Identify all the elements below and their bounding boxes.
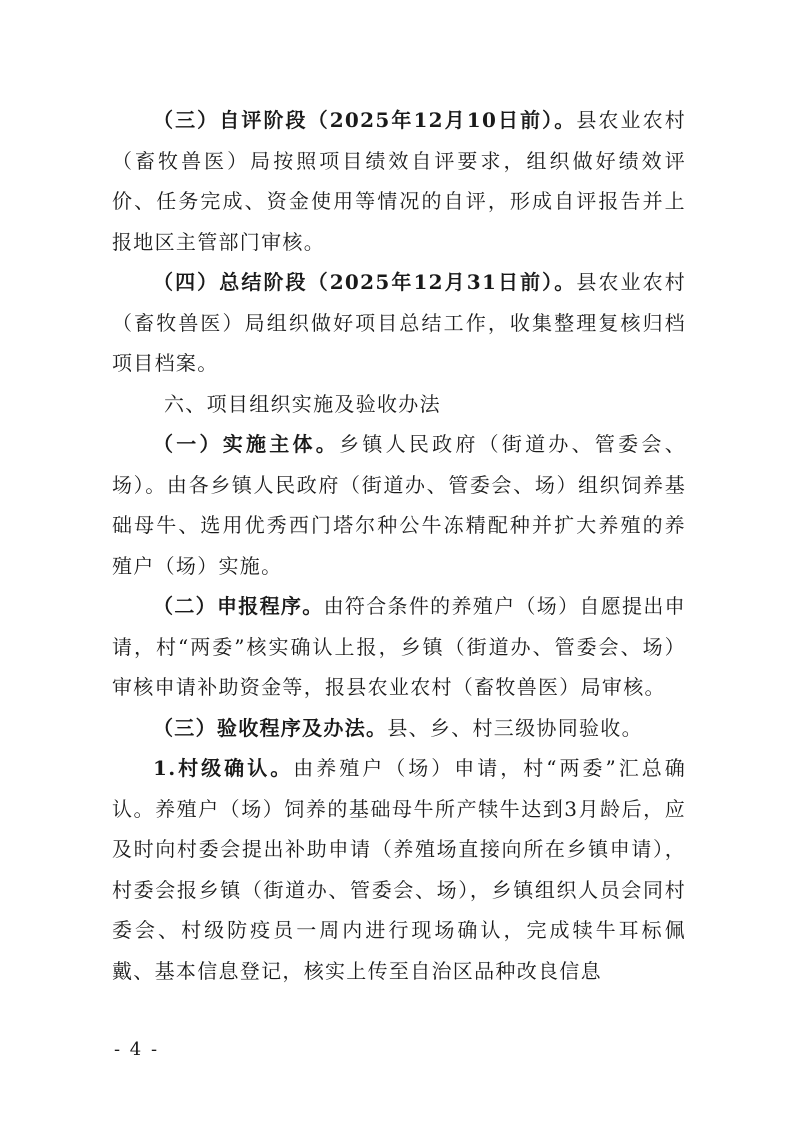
paragraph-text: 县农业农村（畜牧兽医）局按照项目绩效自评要求，组织做好绩效评价、任务完成、资金使用等情况的自评，形成自评报告并上报地区主管部门审核。 [112,108,686,254]
paragraph-lead: 1.村级确认。 [153,756,294,780]
paragraph-text: 由符合条件的养殖户（场）自愿提出申请，村“两委”核实确认上报，乡镇（街道办、管委会、场）审核申请补助资金等，报县农业农村（畜牧兽医）局审核。 [112,594,686,699]
paragraph-lead: （三）自评阶段（2025年12月10日前）。 [153,108,577,132]
section-heading: 六、项目组织实施及验收办法 [164,391,441,416]
paragraph-text: 乡镇人民政府（街道办、管委会、场）。由各乡镇人民政府（街道办、管委会、场）组织饲养基础母牛、选用优秀西门塔尔种公牛冻精配种并扩大养殖的养殖户（场）实施。 [112,432,687,578]
paragraph-acceptance-procedure [112,708,686,749]
page-number: - 4 - [114,1039,160,1060]
paragraph-text: 县、乡、村三级协同验收。 [387,715,643,740]
paragraph-application-procedure [112,586,686,708]
paragraph-text: 由养殖户（场）申请，村“两委”汇总确认。养殖户（场）饲养的基础母牛所产犊牛达到3月龄后，应及时向村委会提出补助申请（养殖场直接向所在乡镇申请），村委会报乡镇（街道办、管委会、场），乡镇组织人员会同村委会、村级防疫员一周内进行现场确认，完成犊牛耳标佩戴、基本信息登记，核实上传至自治区品种改良信息 [112,756,686,983]
paragraph-text: 县农业农村（畜牧兽医）局组织做好项目总结工作，收集整理复核归档项目档案。 [112,270,686,375]
paragraph-lead: （四）总结阶段（2025年12月31日前）。 [153,270,577,294]
document-body [112,100,686,991]
paragraph-self-evaluation [112,100,686,262]
paragraph-village-confirmation [112,748,686,991]
paragraph-summary [112,262,686,384]
paragraph-lead: （一）实施主体。 [153,432,340,456]
paragraph-lead: （二）申报程序。 [153,594,324,618]
paragraph-implementer [112,424,686,586]
paragraph-lead: （三）验收程序及办法。 [153,715,388,740]
